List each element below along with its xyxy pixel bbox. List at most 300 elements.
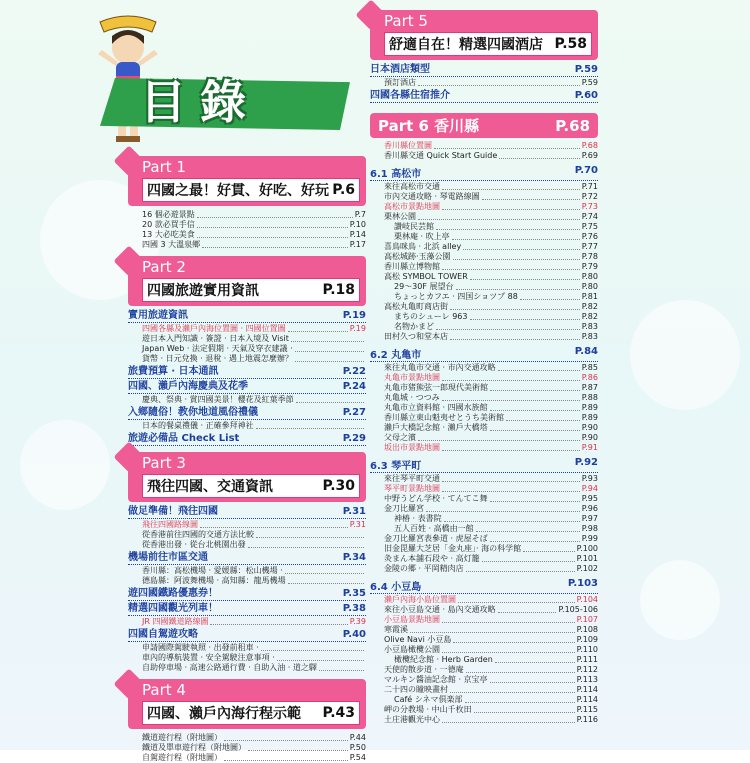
- section-title: 機場前往市區交通: [128, 552, 208, 563]
- toc-entry-text: 自助停車場 ‧ 高速公路通行費 ‧ 自助入油 ‧ 道之驛: [142, 663, 317, 672]
- toc-entry-text: 父母之濱: [384, 433, 416, 442]
- section-title: 做足準備！飛往四國: [128, 506, 218, 517]
- city-page: P.103: [567, 578, 598, 589]
- toc-entry[interactable]: [370, 705, 598, 715]
- leader-dots: [442, 481, 580, 482]
- section-heading[interactable]: [128, 407, 366, 420]
- toc-entry-text: 五人百姓 ‧ 高橋由一館: [394, 524, 474, 533]
- leader-dots: [256, 537, 364, 538]
- part-title: 四國、瀨戶內海行程示範: [147, 706, 301, 722]
- city-heading[interactable]: [370, 457, 598, 473]
- toc-entry-page: P.82: [581, 302, 598, 311]
- toc-entry-page: P.31: [349, 520, 366, 529]
- toc-entry[interactable]: [370, 413, 598, 423]
- toc-entry-page: P.115: [576, 705, 598, 714]
- toc-entry-page: P.71: [581, 182, 598, 191]
- toc-entry[interactable]: [370, 403, 598, 413]
- toc-entry-text: 來往丸亀市交通 ‧ 市內交通攻略: [384, 363, 496, 372]
- toc-entry-text: 栗林公園: [384, 212, 416, 221]
- leader-dots: [456, 289, 580, 290]
- leader-dots: [210, 624, 347, 625]
- leader-dots: [442, 722, 575, 723]
- toc-entry-text: 香川縣立東山魁夷せとうち美術館: [384, 413, 504, 422]
- toc-entry-page: P.74: [581, 212, 598, 221]
- toc-entry-page: P.93: [581, 474, 598, 483]
- leader-dots: [295, 361, 364, 362]
- toc-entry-text: 香川縣位置圖: [384, 141, 432, 150]
- toc-entry[interactable]: [370, 645, 598, 655]
- toc-entry-text: 申請國際駕駛執照 ‧ 出發前租車 ‧: [142, 643, 259, 652]
- leader-dots: [285, 573, 364, 574]
- toc-entry-text: 高松 SYMBOL TOWER: [384, 272, 468, 281]
- leader-dots: [200, 527, 348, 528]
- toc-entry-text: 土庄港觀光中心: [384, 715, 440, 724]
- toc-entry-page: P.77: [581, 242, 598, 251]
- bg-bubble: [20, 420, 110, 510]
- toc-entry-page: P.111: [576, 655, 598, 664]
- toc-entry-page: P.89: [581, 403, 598, 412]
- toc-entry-text: 喜鳥咪鳥 ‧ 北浜 alley: [384, 242, 462, 251]
- leader-dots: [442, 380, 580, 381]
- toc-entry-text: 遊日本入門知識 ‧ 簽證 ‧ 日本入境及 Visit: [142, 334, 289, 343]
- toc-entry-text: 四國 3 大溫泉鄉: [142, 240, 201, 249]
- section-title: 四國自駕遊攻略: [128, 629, 198, 640]
- city-heading[interactable]: [370, 346, 598, 362]
- leader-dots: [442, 652, 575, 653]
- leader-dots: [291, 341, 364, 342]
- section-page: P.38: [342, 603, 366, 614]
- toc-entry[interactable]: [370, 524, 598, 534]
- leader-dots: [418, 219, 580, 220]
- toc-entry[interactable]: [128, 230, 366, 240]
- leader-dots: [482, 199, 580, 200]
- toc-entry[interactable]: [370, 605, 598, 615]
- toc-entry[interactable]: [128, 344, 366, 354]
- toc-entry-text: 貨幣 ‧ 日元兌換 ‧ 退稅 ‧ 遇上地震怎麼辦？: [142, 354, 293, 363]
- toc-entry-page: P.100: [576, 544, 598, 553]
- toc-entry[interactable]: [370, 383, 598, 393]
- toc-entry-page: P.96: [581, 504, 598, 513]
- section-title: 實用旅遊資訊: [128, 310, 188, 321]
- toc-entry-text: 20 款必買手信: [142, 220, 195, 229]
- section-heading[interactable]: [370, 90, 598, 103]
- toc-entry-page: P.98: [581, 524, 598, 533]
- section-page: P.40: [342, 629, 366, 640]
- toc-entry[interactable]: [370, 544, 598, 554]
- section-page: P.27: [342, 407, 366, 418]
- toc-entry-text: 金刀比羅宮: [384, 504, 424, 513]
- toc-entry-text: 13 大必吃美食: [142, 230, 195, 239]
- part-title: 四國之最！好貫、好吃、好玩: [147, 183, 329, 199]
- toc-entry[interactable]: [370, 554, 598, 564]
- section-heading[interactable]: [128, 629, 366, 642]
- toc-entry-page: P.78: [581, 252, 598, 261]
- part-header[interactable]: [370, 113, 598, 138]
- city-page: P.70: [574, 165, 598, 176]
- leader-dots: [495, 662, 575, 663]
- toc-right-column: [370, 10, 598, 725]
- city-heading[interactable]: [370, 165, 598, 181]
- part-header[interactable]: [128, 452, 366, 502]
- toc-entry[interactable]: [370, 222, 598, 232]
- toc-entry-text: 29～30F 展望台: [394, 282, 454, 291]
- leader-dots: [444, 521, 580, 522]
- bg-bubble: [640, 560, 720, 640]
- toc-entry[interactable]: [370, 252, 598, 262]
- toc-entry-page: P.116: [576, 715, 598, 724]
- leader-dots: [466, 571, 575, 572]
- leader-dots: [490, 541, 580, 542]
- leader-dots: [277, 660, 364, 661]
- toc-entry[interactable]: [128, 210, 366, 220]
- toc-entry-text: 車內的導航裝置 ‧ 安全駕駛注意事項 ‧: [142, 653, 275, 662]
- section-page: P.35: [342, 588, 366, 599]
- toc-entry-text: 來往高松市交通: [384, 182, 440, 191]
- toc-entry[interactable]: [128, 566, 366, 576]
- toc-entry[interactable]: [128, 240, 366, 250]
- toc-entry-text: 神椿 ‧ 表書院: [394, 514, 442, 523]
- section-title: 四國、瀨戶內海慶典及花季: [128, 381, 248, 392]
- toc-entry[interactable]: [370, 141, 598, 151]
- section-page: P.34: [342, 552, 366, 563]
- section-page: P.22: [342, 366, 366, 377]
- leader-dots: [442, 622, 575, 623]
- leader-dots: [248, 750, 348, 751]
- leader-dots: [450, 309, 580, 310]
- toc-entry-page: P.95: [581, 494, 598, 503]
- leader-dots: [520, 299, 580, 300]
- leader-dots: [474, 712, 575, 713]
- section-title: 四國各縣住宿推介: [370, 90, 450, 101]
- part-header[interactable]: [128, 156, 366, 206]
- toc-entry-text: 名物かまど: [394, 322, 434, 331]
- toc-entry[interactable]: [370, 675, 598, 685]
- toc-entry-page: P.90: [581, 423, 598, 432]
- part-label: Part 2: [142, 258, 186, 276]
- toc-entry-text: 瀨戶內海小島位置圖: [384, 595, 456, 604]
- toc-entry-text: 金刀比羅宮表參道 ‧ 虎屋そば: [384, 534, 488, 543]
- part-page: P.30: [322, 478, 355, 494]
- toc-entry[interactable]: [370, 534, 598, 544]
- toc-entry[interactable]: [370, 192, 598, 202]
- leader-dots: [450, 339, 580, 340]
- leader-dots: [418, 440, 580, 441]
- part-title-bar: [142, 474, 360, 498]
- leader-dots: [288, 583, 364, 584]
- toc-entry-page: P.76: [581, 232, 598, 241]
- section-title: 遊四國鐵路優惠券！: [128, 588, 218, 599]
- leader-dots: [490, 410, 580, 411]
- leader-dots: [202, 247, 348, 248]
- city-title: 6.4 小豆島: [370, 582, 422, 593]
- toc-entry-page: P.102: [576, 564, 598, 573]
- toc-entry[interactable]: [128, 643, 366, 653]
- toc-entry[interactable]: [128, 733, 366, 743]
- toc-entry-page: P.69: [581, 151, 598, 160]
- toc-entry[interactable]: [128, 421, 366, 431]
- toc-entry[interactable]: [370, 615, 598, 625]
- toc-entry-text: 飛往四國路線圖: [142, 520, 198, 529]
- toc-entry-text: 丸亀市景點地圖: [384, 373, 440, 382]
- city-title: 6.3 琴平町: [370, 461, 422, 472]
- toc-entry[interactable]: [370, 715, 598, 725]
- section-heading[interactable]: [128, 433, 366, 446]
- section-heading[interactable]: [128, 381, 366, 394]
- toc-entry-page: P.83: [581, 322, 598, 331]
- leader-dots: [224, 740, 348, 741]
- toc-entry-text: ちょっとカフエ ‧ 四国ショツプ 88: [394, 292, 518, 301]
- toc-entry[interactable]: [128, 334, 366, 344]
- toc-entry-page: P.82: [581, 312, 598, 321]
- toc-entry-page: P.19: [349, 324, 366, 333]
- toc-entry-page: P.112: [576, 665, 598, 674]
- part-title: 四國旅遊實用資訊: [147, 283, 259, 299]
- city-heading[interactable]: [370, 578, 598, 594]
- section-heading[interactable]: [128, 603, 366, 616]
- section-heading[interactable]: [128, 506, 366, 519]
- toc-entry-page: P.72: [581, 192, 598, 201]
- toc-entry-text: 預訂酒店: [384, 78, 416, 87]
- toc-entry[interactable]: [128, 395, 366, 405]
- toc-entry-text: Japan Web ‧ 法定假期 ‧ 天氣及穿衣建議 ‧: [142, 344, 293, 353]
- leader-dots: [490, 501, 580, 502]
- toc-entry-text: 瀨戶大橋記念館 ‧ 瀨戶大橋塔: [384, 423, 488, 432]
- toc-entry-text: 市內交通攻略 ‧ 琴電路線圖: [384, 192, 480, 201]
- toc-entry[interactable]: [370, 212, 598, 222]
- toc-left-column: [128, 156, 366, 763]
- part-label: Part 1: [142, 158, 186, 176]
- toc-entry-text: 小豆島橄欖公園: [384, 645, 440, 654]
- part-page: P.18: [322, 282, 355, 298]
- toc-entry[interactable]: [128, 576, 366, 586]
- toc-entry[interactable]: [128, 753, 366, 763]
- toc-entry[interactable]: [370, 564, 598, 574]
- leader-dots: [261, 650, 364, 651]
- toc-entry-text: 琴平町景點地圖: [384, 484, 440, 493]
- toc-entry[interactable]: [370, 595, 598, 605]
- toc-entry-text: 高松市景點地圖: [384, 202, 440, 211]
- section-heading[interactable]: [370, 64, 598, 77]
- toc-entry-text: マルキン醬油記念館 ‧ 京宝亭: [384, 675, 488, 684]
- toc-entry-page: P.104: [576, 595, 598, 604]
- leader-dots: [418, 85, 580, 86]
- toc-entry[interactable]: [370, 302, 598, 312]
- toc-entry-text: 栗林庵 ‧ 吹上亭: [394, 232, 450, 241]
- toc-entry-page: P.59: [581, 78, 598, 87]
- toc-entry[interactable]: [370, 151, 598, 161]
- toc-entry-page: P.86: [581, 373, 598, 382]
- leader-dots: [458, 602, 575, 603]
- toc-entry-text: 田村久つ和堂本店: [384, 332, 448, 341]
- leader-dots: [463, 249, 580, 250]
- page-title: 目錄: [140, 75, 260, 129]
- toc-entry[interactable]: [128, 663, 366, 673]
- toc-entry[interactable]: [370, 514, 598, 524]
- toc-entry[interactable]: [128, 354, 366, 364]
- toc-entry[interactable]: [370, 484, 598, 494]
- toc-entry-page: P.89: [581, 413, 598, 422]
- part-header[interactable]: [370, 10, 598, 60]
- section-heading[interactable]: [128, 588, 366, 601]
- toc-entry[interactable]: [128, 220, 366, 230]
- leader-dots: [295, 351, 364, 352]
- toc-entry-page: P.68: [581, 141, 598, 150]
- toc-entry-page: P.101: [576, 554, 598, 563]
- toc-entry[interactable]: [128, 540, 366, 550]
- part-page: P.6: [332, 182, 355, 198]
- toc-entry-page: P.73: [581, 202, 598, 211]
- toc-entry-text: 讚岐民芸館: [394, 222, 434, 231]
- leader-dots: [482, 561, 575, 562]
- leader-dots: [288, 331, 348, 332]
- toc-entry-page: P.108: [576, 625, 598, 634]
- toc-entry-page: P.75: [581, 222, 598, 231]
- part-label: Part 3: [142, 454, 186, 472]
- toc-entry-text: 金陵の郷 ‧ 平岡精肉店: [384, 564, 464, 573]
- part-header[interactable]: [128, 256, 366, 306]
- leader-dots: [506, 420, 580, 421]
- toc-entry-page: P.90: [581, 433, 598, 442]
- section-page: P.19: [342, 310, 366, 321]
- part-header[interactable]: [128, 679, 366, 729]
- toc-entry[interactable]: [128, 324, 366, 334]
- city-page: P.84: [574, 346, 598, 357]
- toc-entry[interactable]: [370, 433, 598, 443]
- toc-entry-text: 旧金毘羅大芝居「金丸座」‧ 海の科学館: [384, 544, 522, 553]
- part-title-bar: [142, 278, 360, 302]
- toc-entry[interactable]: [370, 282, 598, 292]
- toc-entry[interactable]: [370, 625, 598, 635]
- toc-entry[interactable]: [370, 312, 598, 322]
- leader-dots: [490, 430, 580, 431]
- leader-dots: [248, 547, 364, 548]
- toc-entry-text: 寒霞溪: [384, 625, 408, 634]
- leader-dots: [442, 491, 580, 492]
- toc-entry[interactable]: [128, 530, 366, 540]
- toc-entry-page: P.39: [349, 617, 366, 626]
- toc-entry[interactable]: [370, 393, 598, 403]
- toc-entry-text: 從香港前往四國的交通方法比較: [142, 530, 254, 539]
- toc-entry-text: 丸亀城 ‧ つつみ: [384, 393, 440, 402]
- leader-dots: [442, 189, 580, 190]
- leader-dots: [490, 390, 580, 391]
- toc-entry-text: 高松城跡‧玉藻公園: [384, 252, 451, 261]
- section-heading[interactable]: [128, 366, 366, 379]
- leader-dots: [436, 229, 580, 230]
- section-heading[interactable]: [128, 552, 366, 565]
- section-title: 旅費預算 ‧ 日本通訊: [128, 366, 219, 377]
- section-page: P.59: [574, 64, 598, 75]
- toc-entry-page: P.14: [349, 230, 366, 239]
- toc-entry[interactable]: [370, 232, 598, 242]
- toc-entry-text: 鐵道及單車遊行程（附地圖）: [142, 743, 246, 752]
- leader-dots: [498, 370, 580, 371]
- toc-entry-text: 自駕遊行程（附地圖）: [142, 753, 222, 762]
- toc-entry[interactable]: [370, 78, 598, 88]
- toc-entry-text: 二十四の瞳映畫村: [384, 685, 448, 694]
- toc-entry[interactable]: [370, 262, 598, 272]
- section-title: 精選四國觀光列車！: [128, 603, 218, 614]
- part-title-bar: [142, 701, 360, 725]
- toc-entry-page: P.79: [581, 262, 598, 271]
- toc-entry[interactable]: [370, 182, 598, 192]
- toc-entry[interactable]: [128, 520, 366, 530]
- toc-entry[interactable]: [370, 504, 598, 514]
- section-page: P.24: [342, 381, 366, 392]
- leader-dots: [436, 329, 580, 330]
- toc-entry[interactable]: [128, 653, 366, 663]
- toc-entry-text: 慶典、祭典 ‧ 賞四國美景！櫻花及紅葉季節: [142, 395, 294, 404]
- toc-entry[interactable]: [370, 635, 598, 645]
- toc-entry-page: P.88: [581, 393, 598, 402]
- toc-entry[interactable]: [370, 423, 598, 433]
- toc-entry[interactable]: [370, 474, 598, 484]
- toc-entry[interactable]: [370, 242, 598, 252]
- toc-entry[interactable]: [370, 373, 598, 383]
- toc-entry-page: P.7: [354, 210, 366, 219]
- leader-dots: [442, 450, 580, 451]
- toc-entry[interactable]: [370, 332, 598, 342]
- toc-entry[interactable]: [370, 272, 598, 282]
- city-title: 6.1 高松市: [370, 169, 422, 180]
- toc-entry-page: P.54: [349, 753, 366, 762]
- toc-entry-text: 香川縣立博物館: [384, 262, 440, 271]
- toc-entry-text: 高松丸亀町商店街: [384, 302, 448, 311]
- section-page: P.31: [342, 506, 366, 517]
- toc-entry[interactable]: [128, 743, 366, 753]
- part-title: 舒適自在！精選四國酒店: [389, 37, 543, 53]
- leader-dots: [498, 612, 557, 613]
- toc-entry[interactable]: [370, 202, 598, 212]
- toc-entry-text: 鐵道遊行程（附地圖）: [142, 733, 222, 742]
- toc-entry-text: JR 四國鐵道路線圖: [142, 617, 209, 626]
- toc-entry[interactable]: [370, 292, 598, 302]
- toc-entry-text: 橄欖紀念館 ‧ Herb Garden: [394, 655, 493, 664]
- toc-entry-page: P.105-106: [558, 605, 598, 614]
- leader-dots: [434, 148, 580, 149]
- toc-entry[interactable]: [370, 665, 598, 675]
- toc-entry-page: P.114: [576, 695, 598, 704]
- toc-entry-text: 岬の分教場 ‧ 中山千枚田: [384, 705, 472, 714]
- toc-entry-text: 中野うどん学校 ‧ てんてこ舞: [384, 494, 488, 503]
- leader-dots: [466, 672, 575, 673]
- toc-entry[interactable]: [370, 443, 598, 453]
- toc-entry-text: 從香港出發 ‧ 從台北桃園出發: [142, 540, 246, 549]
- toc-entry-page: P.97: [581, 514, 598, 523]
- toc-entry[interactable]: [370, 363, 598, 373]
- section-title: 日本酒店類型: [370, 64, 430, 75]
- toc-entry-text: 香川縣交通 Quick Start Guide: [384, 151, 498, 160]
- toc-entry[interactable]: [128, 617, 366, 627]
- toc-entry[interactable]: [370, 494, 598, 504]
- toc-entry[interactable]: [370, 685, 598, 695]
- part-label: Part 6 香川縣: [378, 117, 480, 135]
- leader-dots: [453, 642, 574, 643]
- toc-entry-text: 四國各縣及瀨戶內海位置圖 ‧ 四國位置圖: [142, 324, 286, 333]
- leader-dots: [319, 670, 364, 671]
- leader-dots: [197, 237, 348, 238]
- section-heading[interactable]: [128, 310, 366, 323]
- toc-entry-page: P.114: [576, 685, 598, 694]
- toc-entry-text: 灸まん本舗石段や ‧ 高灯籠: [384, 554, 480, 563]
- toc-entry-text: Café シネマ倶楽部: [394, 695, 463, 704]
- city-title: 6.2 丸亀市: [370, 350, 422, 361]
- toc-entry[interactable]: [370, 655, 598, 665]
- toc-entry[interactable]: [370, 322, 598, 332]
- toc-entry[interactable]: [370, 695, 598, 705]
- toc-entry-text: 香川縣：高松機場 ‧ 愛媛縣：松山機場 ‧: [142, 566, 283, 575]
- toc-entry-page: P.50: [349, 743, 366, 752]
